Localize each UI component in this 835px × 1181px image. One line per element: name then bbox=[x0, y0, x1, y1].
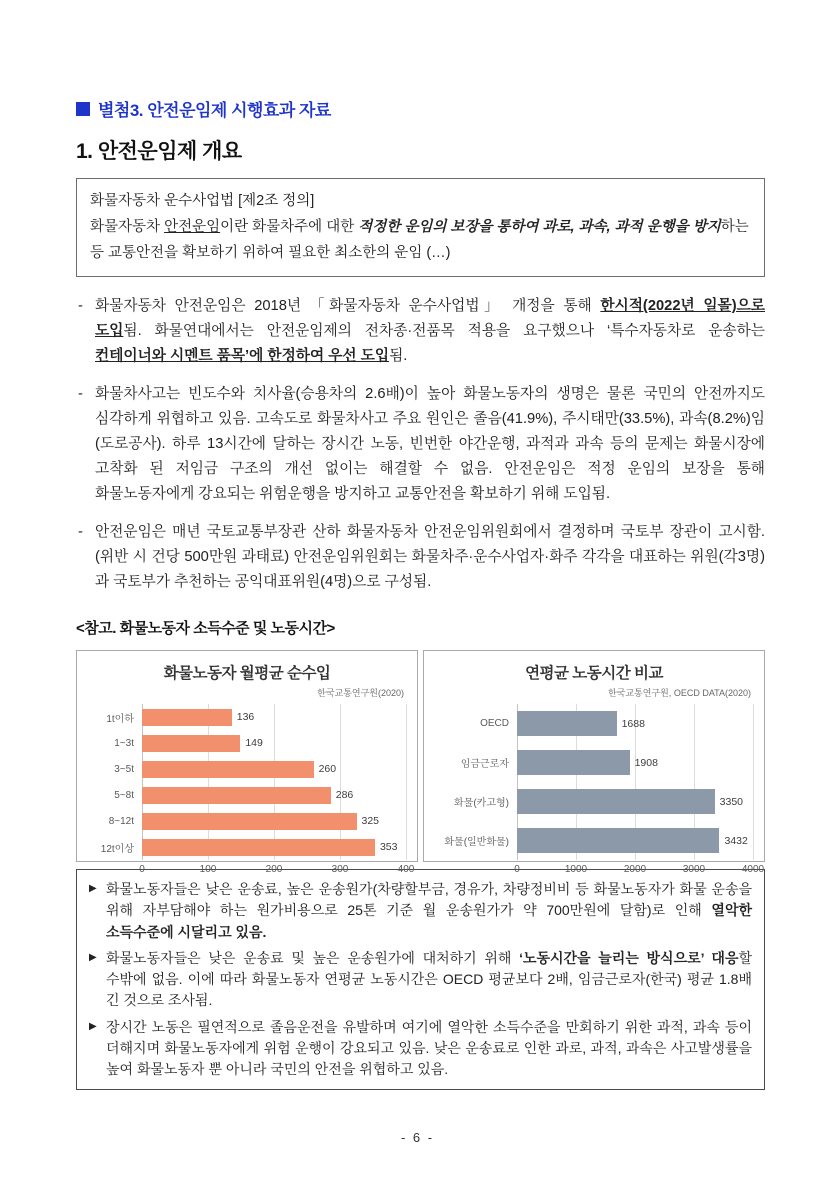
chart-category-label: OECD bbox=[480, 718, 509, 730]
chart-category-label: 화물(카고형) bbox=[454, 798, 509, 810]
body-bullet-3-text: 안전운임은 매년 국토교통부장관 산하 화물자동차 안전운임위원회에서 결정하며 국토부 장관이 고시함.(위반 시 건당 500만원 과태료) 안전운임위원회는 화물차주·운수사업자·화주 각각을 대표하는 위원(각3명)과 국토부가 추천하는 공익대표위원(4명)으로 구성됨. bbox=[95, 524, 765, 591]
law-definition-title: 화물자동차 운수사업법 [제2조 정의] bbox=[90, 193, 315, 209]
law-definition-body: 화물자동차 안전운임이란 화물차주에 대한 적정한 운임의 보장을 통하여 과로, 과속, 과적 운행을 방지하는 등 교통안전을 확보하기 위하여 필요한 최소한의 운임 (…) bbox=[90, 219, 749, 262]
chart-bars bbox=[433, 704, 755, 860]
charts-row bbox=[76, 650, 765, 876]
notes-box bbox=[76, 869, 765, 1089]
note-bullet-1-text: 화물노동자들은 낮은 운송료, 높은 운송원가(차량할부금, 경유가, 차량정비비 등 화물노동자가 화물 운송을 위해 자부담해야 하는 원가비용으로 25톤 기준 월 운송원가가 약 700만원에 달함)로 인해 열악한 소득수준에 시달리고 있음. bbox=[106, 881, 752, 940]
appendix-header bbox=[76, 96, 765, 121]
note-bullet-3 bbox=[89, 1017, 752, 1081]
chart-source: 한국교통연구원(2020) bbox=[317, 688, 404, 699]
chart-value-label: 3350 bbox=[719, 795, 743, 808]
chart-row bbox=[86, 808, 408, 834]
appendix-header-text: 별첨3. 안전운임제 시행효과 자료 bbox=[98, 101, 331, 120]
chart-row bbox=[433, 704, 755, 743]
chart-row bbox=[86, 756, 408, 782]
chart-bars bbox=[86, 704, 408, 860]
section-title: 1. 안전운임제 개요 bbox=[76, 140, 242, 163]
chart-x-axis bbox=[514, 860, 765, 878]
chart-category-label: 12t이상 bbox=[100, 843, 134, 855]
chart-value-label: 149 bbox=[245, 737, 263, 750]
body-bullet-2 bbox=[76, 382, 765, 507]
body-bullet-3 bbox=[76, 520, 765, 595]
chart-category-label: 3~5t bbox=[114, 763, 134, 775]
chart-category-label: 5~8t bbox=[114, 789, 134, 801]
dash-marker: - bbox=[78, 298, 83, 315]
chart-row bbox=[433, 821, 755, 860]
chart-value-label: 286 bbox=[335, 789, 354, 802]
chart-bar bbox=[142, 735, 240, 752]
body-bullet-2-text: 화물차사고는 빈도수와 치사율(승용차의 2.6배)이 높아 화물노동자의 생명은 물론 국민의 안전까지도 심각하게 위협하고 있음. 고속도로 화물차사고 주요 원인은 졸음(41.9%), 주시태만(33.5%), 과속(8.2%)임(도로공사). 하루 13시간에 달하는 장시간 노동, 빈번한 야간운행, 과적과 과속 등의 문제는 화물시장에 고착화 된 저임금 구조의 개선 없이는 해결할 수 없음. 안전운임은 적정 운임의 보장을 통해 화물노동자에게 강요되는 위험운행을 방지하고 교통안전을 확보하기 위해 도입됨. bbox=[95, 386, 765, 503]
chart-bar bbox=[517, 789, 715, 814]
chart-axis-tick: 0 bbox=[514, 864, 520, 876]
chart-value-label: 1688 bbox=[621, 717, 645, 730]
chart-value-label: 3432 bbox=[724, 834, 748, 847]
blue-square-icon bbox=[76, 102, 90, 116]
chart-row bbox=[433, 782, 755, 821]
page-number: - 6 - bbox=[400, 1130, 435, 1145]
chart-axis-tick: 4000 bbox=[741, 864, 765, 876]
chart-value-label: 136 bbox=[236, 711, 255, 724]
chart-value-label: 353 bbox=[379, 841, 398, 854]
chart-bar bbox=[142, 813, 357, 830]
note-bullet-2 bbox=[89, 948, 752, 1012]
law-definition-box bbox=[76, 178, 765, 277]
chart-x-axis bbox=[139, 860, 415, 878]
chart-bar bbox=[142, 839, 375, 856]
chart-category-label: 임금근로자 bbox=[460, 759, 509, 771]
chart-category-label: 1~3t bbox=[114, 737, 134, 749]
note-bullet-1 bbox=[89, 879, 752, 943]
chart-bar bbox=[142, 761, 314, 778]
chart-axis-tick: 0 bbox=[139, 864, 145, 876]
chart-axis-tick: 100 bbox=[199, 864, 217, 876]
chart-bar bbox=[142, 709, 232, 726]
chart-category-label: 1t이하 bbox=[106, 713, 134, 725]
body-bullets bbox=[76, 294, 765, 595]
chart-row bbox=[86, 834, 408, 860]
note-bullet-2-text: 화물노동자들은 낮은 운송료 및 높은 운송원가에 대처하기 위해 ‘노동시간을 늘리는 방식으로’ 대응할 수밖에 없음. 이에 따라 화물노동자 연평균 노동시간은 OECD 평균보다 2배, 임금근로자(한국) 평균 1.8배 긴 것으로 조사됨. bbox=[106, 949, 752, 1009]
triangle-bullet-icon: ▶ bbox=[89, 883, 97, 895]
chart-axis-tick: 200 bbox=[265, 864, 283, 876]
chart-monthly-net-income bbox=[76, 650, 418, 876]
body-bullet-1-text: 화물자동차 안전운임은 2018년 「화물자동차 운수사업법」 개정을 통해 한시적(2022년 일몰)으로 도입됨. 화물연대에서는 안전운임제의 전차종·전품목 적용을 요구했으나 ‘특수자동차로 운송하는 컨테이너와 시멘트 품목’에 한정하여 우선 도입됨. bbox=[95, 298, 765, 365]
chart-bar bbox=[517, 750, 630, 775]
chart-axis-tick: 400 bbox=[397, 864, 415, 876]
dash-marker: - bbox=[78, 386, 83, 403]
chart-axis-tick: 300 bbox=[331, 864, 349, 876]
chart-source: 한국교통연구원, OECD DATA(2020) bbox=[607, 688, 751, 699]
chart-annual-working-hours bbox=[423, 650, 765, 876]
chart-bar bbox=[517, 711, 617, 736]
chart-category-label: 화물(일반화물) bbox=[444, 837, 509, 849]
chart-axis-tick: 3000 bbox=[682, 864, 706, 876]
chart-axis-tick: 2000 bbox=[623, 864, 647, 876]
reference-heading: <참고. 화물노동자 소득수준 및 노동시간> bbox=[76, 620, 335, 638]
chart-category-label: 8~12t bbox=[108, 815, 134, 827]
chart-value-label: 1908 bbox=[634, 756, 658, 769]
chart-plot bbox=[86, 704, 415, 878]
dash-marker: - bbox=[78, 524, 83, 541]
note-bullet-3-text: 장시간 노동은 필연적으로 졸음운전을 유발하며 여기에 열악한 소득수준을 만회하기 위한 과적, 과속 등이 더해지며 화물노동자에게 위험 운행이 강요되고 있음. 낮은 운송료로 인한 과로, 과적, 과속은 사고발생률을 높여 화물노동자 뿐 아니라 국민의 안전을 위협하고 있음. bbox=[106, 1018, 752, 1078]
chart-title: 연평균 노동시간 비교 bbox=[525, 665, 663, 683]
chart-row bbox=[433, 743, 755, 782]
chart-bar bbox=[142, 787, 331, 804]
triangle-bullet-icon: ▶ bbox=[89, 951, 97, 963]
chart-row bbox=[86, 730, 408, 756]
triangle-bullet-icon: ▶ bbox=[89, 1020, 97, 1032]
chart-value-label: 325 bbox=[361, 815, 380, 828]
chart-row bbox=[86, 704, 408, 730]
chart-bar bbox=[517, 828, 719, 853]
chart-row bbox=[86, 782, 408, 808]
chart-plot bbox=[433, 704, 765, 878]
chart-axis-tick: 1000 bbox=[564, 864, 588, 876]
chart-value-label: 260 bbox=[318, 763, 337, 776]
chart-title: 화물노동자 월평균 순수입 bbox=[163, 665, 331, 683]
body-bullet-1 bbox=[76, 294, 765, 369]
